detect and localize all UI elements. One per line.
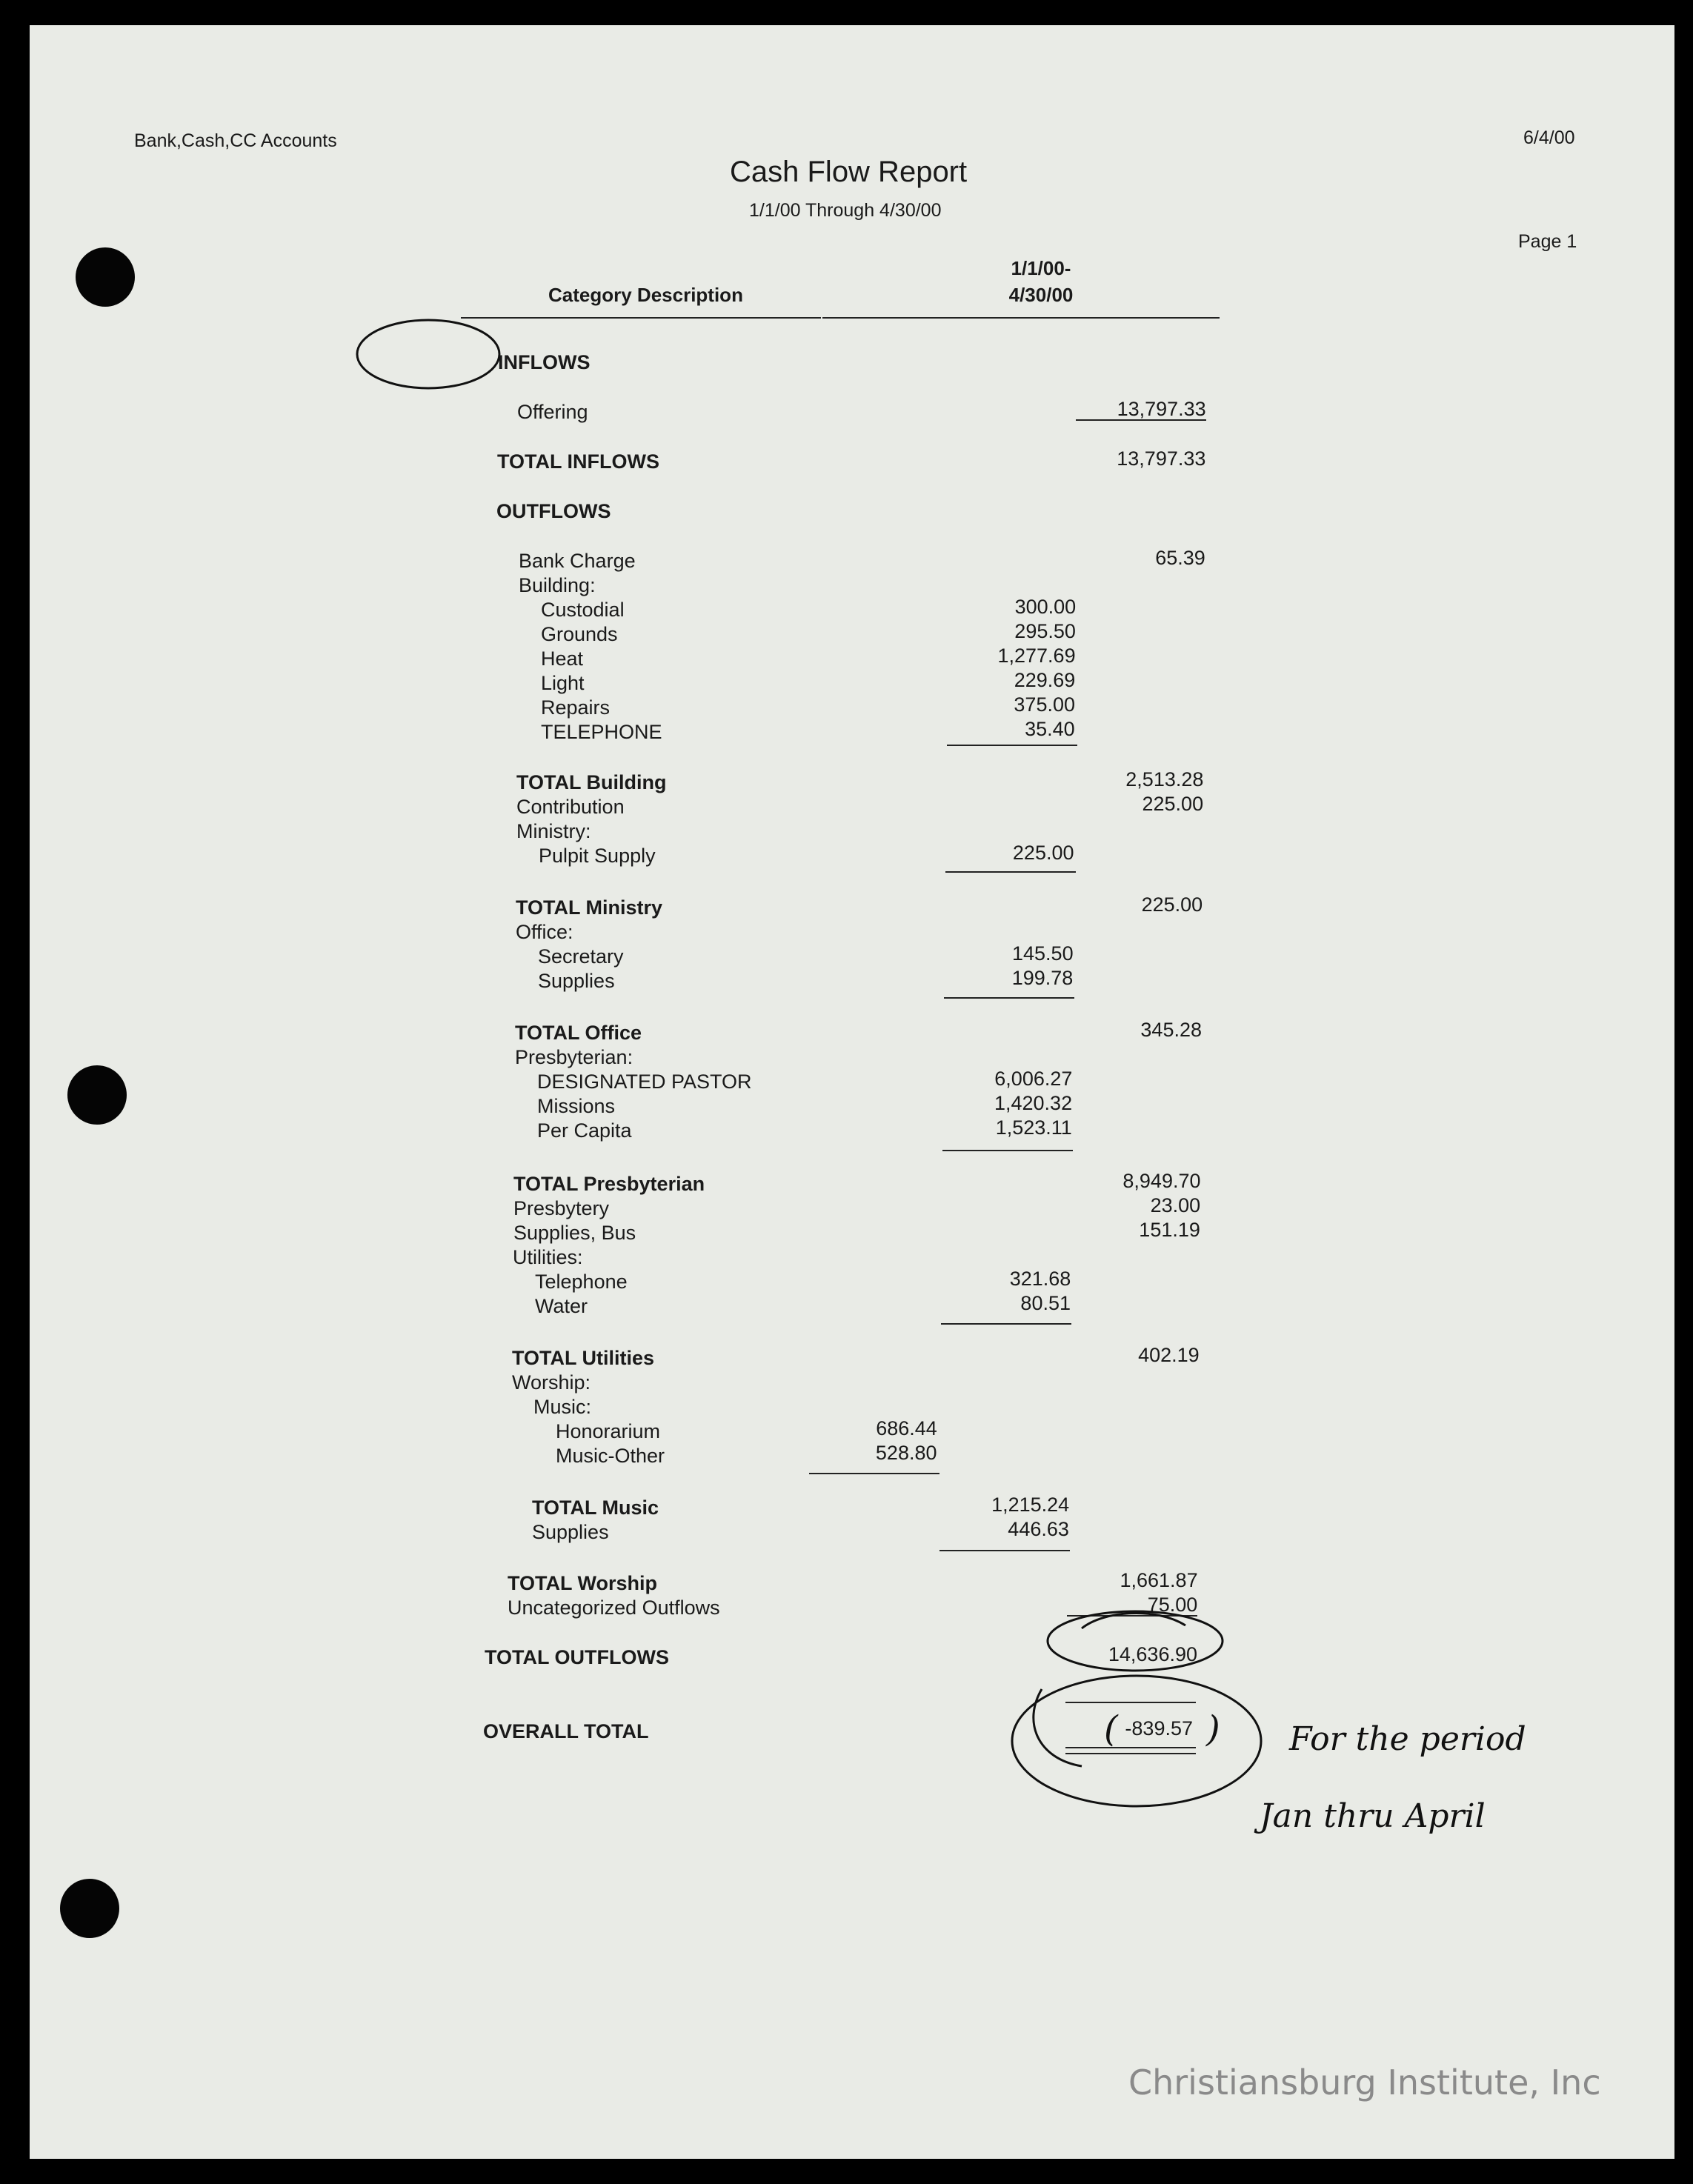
binder-hole-top	[76, 247, 135, 307]
row-label: TELEPHONE	[541, 721, 662, 743]
row-label: Pulpit Supply	[539, 845, 656, 867]
row-amount-total: 23.00	[1150, 1194, 1201, 1216]
row-amount-subsub: 686.44	[876, 1417, 937, 1439]
row-amount-total: 402.19	[1138, 1344, 1200, 1366]
building-subtotal-rule	[947, 745, 1077, 746]
row-label: TOTAL Utilities	[512, 1347, 655, 1369]
row-label: Office:	[516, 921, 573, 943]
office-subtotal-rule	[944, 997, 1074, 999]
worship-subtotal-rule	[939, 1550, 1070, 1551]
document-page	[30, 25, 1674, 2159]
row-amount-sub: 1,277.69	[997, 645, 1076, 667]
row-label: TOTAL OUTFLOWS	[485, 1646, 669, 1668]
row-label: Light	[541, 672, 585, 694]
row-amount-total: 1,661.87	[1120, 1569, 1198, 1591]
row-label: TOTAL INFLOWS	[497, 450, 659, 473]
row-label: Ministry:	[516, 820, 591, 842]
music-subtotal-rule	[809, 1473, 939, 1474]
pen-annotations	[30, 25, 37, 33]
row-amount-total: 151.19	[1139, 1219, 1200, 1241]
row-amount-total: 75.00	[1147, 1594, 1198, 1616]
handwritten-note-line1: For the period	[1289, 1720, 1526, 1758]
inflows-circle	[357, 320, 499, 388]
row-label: OVERALL TOTAL	[483, 1720, 649, 1742]
header-rule-amount	[822, 317, 1220, 319]
row-label: OUTFLOWS	[496, 500, 611, 522]
watermark: Christiansburg Institute, Inc	[1128, 2063, 1601, 2103]
row-amount-sub: 229.69	[1014, 669, 1076, 691]
row-label: TOTAL Music	[532, 1496, 659, 1519]
row-label: Music-Other	[556, 1445, 665, 1467]
category-column-header: Category Description	[548, 284, 743, 306]
overall-double-rule-1	[1065, 1747, 1196, 1748]
row-amount-sub: 1,420.32	[994, 1092, 1073, 1114]
row-label: Secretary	[538, 945, 624, 968]
row-label: Contribution	[516, 796, 625, 818]
row-amount-sub: 1,523.11	[995, 1116, 1072, 1139]
row-label: Presbytery	[513, 1197, 610, 1219]
row-label: TOTAL Building	[516, 771, 667, 793]
row-amount-sub: 199.78	[1011, 967, 1074, 989]
handwritten-note-line2: Jan thru April	[1260, 1797, 1486, 1835]
row-label: TOTAL Worship	[508, 1572, 657, 1594]
row-amount-total: 14,636.90	[1108, 1643, 1197, 1665]
row-label: Uncategorized Outflows	[508, 1597, 720, 1619]
row-label: Repairs	[541, 696, 611, 719]
header-rule-category	[461, 317, 821, 319]
report-title: Cash Flow Report	[730, 156, 968, 188]
row-label: Offering	[517, 401, 588, 423]
presbyterian-subtotal-rule	[942, 1150, 1073, 1151]
overall-total-circle-outer	[1012, 1676, 1261, 1806]
row-label: TOTAL Office	[515, 1022, 642, 1044]
row-label: Supplies	[532, 1521, 609, 1543]
row-label: TOTAL Ministry	[516, 896, 663, 919]
accounts-label: Bank,Cash,CC Accounts	[134, 130, 337, 151]
row-label: DESIGNATED PASTOR	[537, 1071, 752, 1093]
period-column-header	[982, 255, 1100, 308]
row-amount-total: 225.00	[1141, 893, 1203, 916]
handwritten-close-paren: )	[1206, 1708, 1220, 1750]
row-amount-sub: 225.00	[1012, 842, 1074, 864]
row-label: Utilities:	[513, 1246, 583, 1268]
row-amount-sub: 80.51	[1020, 1292, 1071, 1314]
row-amount-sub: 1,215.24	[991, 1494, 1070, 1516]
row-amount-sub: 446.63	[1008, 1518, 1069, 1540]
report-subtitle: 1/1/00 Through 4/30/00	[749, 200, 942, 221]
overall-top-rule	[1065, 1702, 1196, 1703]
row-amount-total: 13,797.33	[1117, 447, 1206, 470]
print-date: 6/4/00	[1523, 127, 1575, 148]
row-amount-total: 13,797.33	[1117, 398, 1206, 420]
row-amount-sub: 321.68	[1009, 1268, 1071, 1290]
row-amount-subsub: 528.80	[875, 1442, 937, 1464]
binder-hole-middle	[67, 1065, 127, 1125]
binder-hole-bottom	[60, 1879, 119, 1938]
row-amount-total: 345.28	[1140, 1019, 1202, 1041]
handwritten-open-paren: (	[1104, 1708, 1118, 1750]
period-header-line2: 4/30/00	[1008, 284, 1074, 306]
row-amount-sub: 6,006.27	[994, 1068, 1073, 1090]
row-amount-sub: 295.50	[1014, 620, 1076, 642]
period-header-line1: 1/1/00-	[1011, 257, 1071, 279]
row-amount-total: 65.39	[1155, 547, 1205, 569]
row-amount-total: 2,513.28	[1125, 768, 1204, 790]
inflows-total-rule	[1076, 419, 1206, 421]
row-label: Supplies, Bus	[513, 1222, 636, 1244]
row-label: Presbyterian:	[515, 1046, 633, 1068]
row-label: Building:	[519, 574, 596, 596]
row-amount-sub: 375.00	[1014, 693, 1075, 716]
row-amount-total: -839.57	[1125, 1717, 1193, 1739]
row-label: Missions	[537, 1095, 616, 1117]
row-label: Supplies	[538, 970, 615, 992]
row-label: Telephone	[535, 1271, 628, 1293]
row-label: Worship:	[512, 1371, 591, 1394]
row-amount-total: 225.00	[1142, 793, 1204, 815]
row-label: Music:	[533, 1396, 592, 1418]
row-amount-sub: 145.50	[1012, 942, 1074, 965]
row-amount-sub: 300.00	[1014, 596, 1077, 618]
row-label: Heat	[541, 647, 584, 670]
row-label: Custodial	[541, 599, 625, 621]
utilities-subtotal-rule	[941, 1323, 1071, 1325]
row-label: TOTAL Presbyterian	[513, 1173, 705, 1195]
row-label: Honorarium	[556, 1420, 661, 1442]
row-label: Water	[535, 1295, 588, 1317]
overall-double-rule-2	[1065, 1753, 1196, 1754]
row-label: INFLOWS	[498, 351, 591, 373]
row-label: Per Capita	[537, 1119, 632, 1142]
row-amount-sub: 35.40	[1025, 718, 1075, 740]
row-label: Bank Charge	[519, 550, 636, 572]
row-label: Grounds	[541, 623, 618, 645]
ministry-subtotal-rule	[945, 871, 1076, 873]
page-number: Page 1	[1518, 231, 1577, 252]
row-amount-total: 8,949.70	[1122, 1170, 1201, 1192]
